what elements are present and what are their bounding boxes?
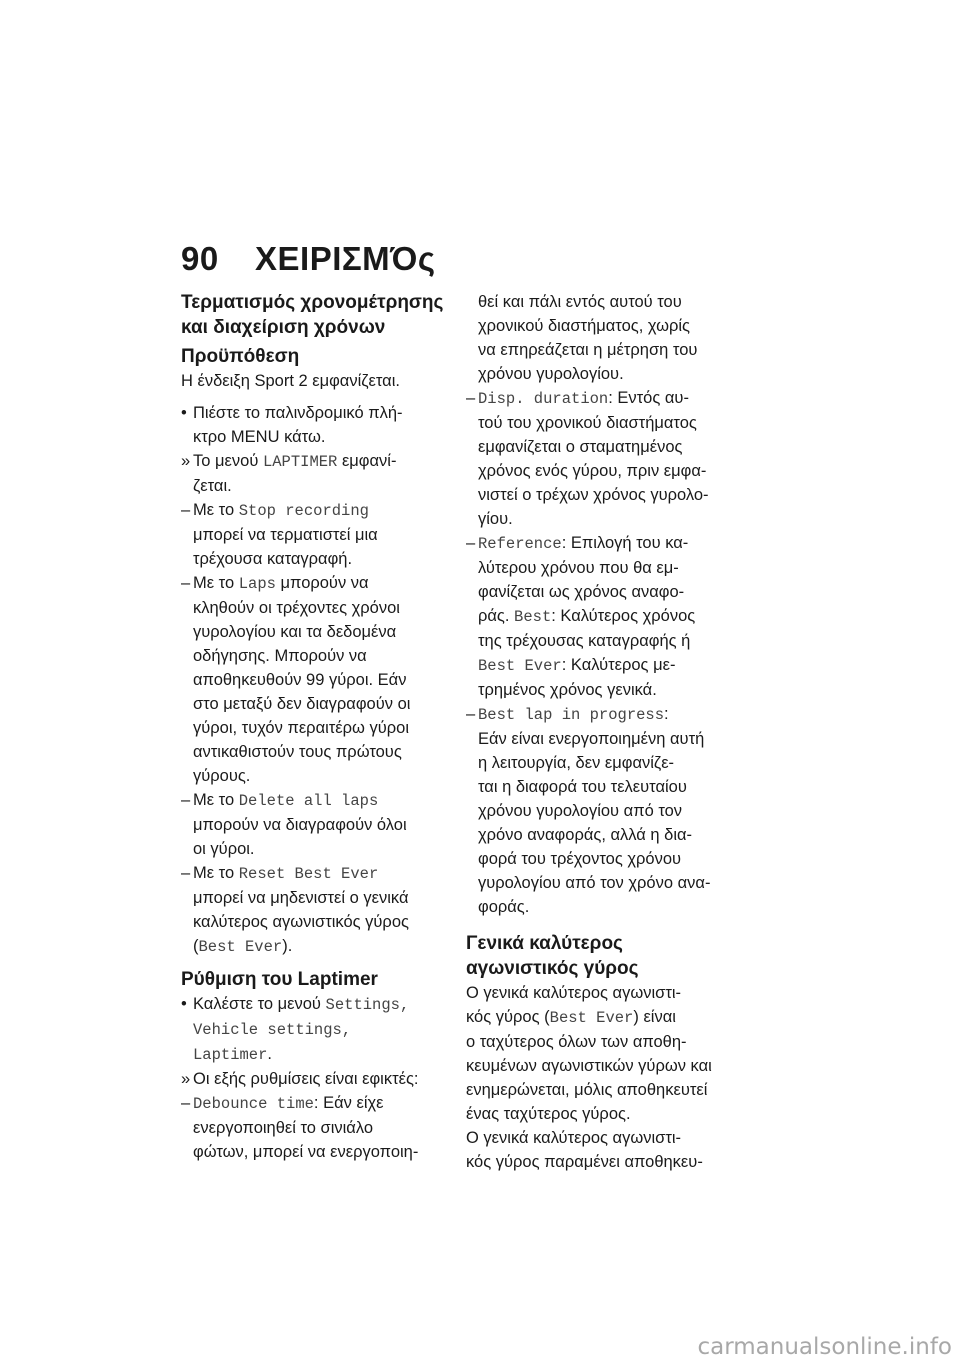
section-title-line: και διαχείριση χρόνων (181, 317, 386, 338)
text-line: μπορεί να μηδενιστεί ο γενικά (193, 889, 409, 907)
text-line: οι γύροι. (193, 840, 255, 858)
text-span: Με το (193, 574, 239, 592)
menu-code: Reset Best Ever (238, 865, 379, 883)
menu-code: LAPTIMER (262, 453, 338, 471)
text-span: Το μενού (193, 452, 263, 470)
page-number: 90 (181, 240, 219, 277)
text-line: γίου. (478, 510, 513, 528)
text-line: οδήγησης. Μπορούν να (193, 647, 367, 665)
text-line: μπορεί να τερματιστεί μια (193, 526, 378, 544)
dash-mark: – (181, 1094, 191, 1112)
menu-code: Reference (478, 535, 562, 553)
text-line: χρόνο αναφοράς, αλλά η δια- (478, 826, 693, 844)
text-line: νιστεί ο τρέχων χρόνος γυρολο- (478, 486, 709, 504)
page-header (181, 240, 436, 278)
section-title-lap-end (181, 290, 453, 340)
menu-code: Best (514, 608, 552, 626)
watermark: carmanualsonline.info (697, 1334, 952, 1360)
text-line: κευμένων αγωνιστικών γύρων και (466, 1057, 712, 1075)
text-span: . (267, 1045, 273, 1063)
text-line: Οι εξής ρυθμίσεις είναι εφικτές: (193, 1070, 419, 1088)
text-span: κός γύρος ( (466, 1008, 550, 1026)
text-span: : Εάν είχε (313, 1094, 384, 1112)
text-line: καλύτερος αγωνιστικός γύρος (193, 913, 409, 931)
text-line: φοράς. (478, 898, 530, 916)
dash-mark: – (466, 389, 476, 407)
text-line: ένας ταχύτερος γύρος. (466, 1105, 631, 1123)
text-line: Πιέστε το παλινδρομικό πλή- (193, 404, 403, 422)
text-line: κληθούν οι τρέχοντες χρόνοι (193, 599, 400, 617)
text-line: τρέχουσα καταγραφή. (193, 550, 353, 568)
option-item-reference (466, 531, 742, 702)
text-line: φώτων, μπορεί να ενεργοποιη- (193, 1143, 419, 1161)
text-span: : Εντός αυ- (608, 389, 689, 407)
text-span: ( (193, 937, 199, 955)
dash-mark: – (181, 791, 191, 809)
text-span: ). (282, 937, 293, 955)
text-line: εμφανίζεται ο σταματημένος (478, 438, 683, 456)
step-bullet (181, 992, 453, 1067)
right-column (466, 290, 742, 1174)
menu-code: Best Ever (478, 657, 562, 675)
left-column (181, 290, 453, 1164)
text-line: λύτερου χρόνου που θα εμ- (478, 559, 679, 577)
text-span: εμφανί- (337, 452, 397, 470)
text-span: : Καλύτερος με- (561, 656, 676, 674)
text-line: ενημερώνεται, μόλις αποθηκευτεί (466, 1081, 708, 1099)
text-span: Με το (193, 864, 239, 882)
text-line: χρόνου γυρολογίου. (478, 365, 624, 383)
best-ever-paragraph (466, 981, 742, 1126)
text-span: : Επιλογή του κα- (561, 534, 689, 552)
text-line: ζεται. (193, 477, 232, 495)
best-ever-paragraph-2 (466, 1126, 742, 1174)
text-line: η λειτουργία, δεν εμφανίζε- (478, 754, 675, 772)
text-line: φανίζεται ως χρόνος αναφο- (478, 583, 685, 601)
text-line: στο μεταξύ δεν διαγραφούν οι (193, 695, 411, 713)
option-item-stop-recording (181, 498, 453, 571)
text-line: αντικαθιστούν τους πρώτους (193, 743, 402, 761)
menu-code: Settings, (325, 996, 410, 1014)
text-line: κτρο MENU κάτω. (193, 428, 326, 446)
text-line: γύρους. (193, 767, 251, 785)
text-line: τού του χρονικού διαστήματος (478, 414, 697, 432)
menu-code: Stop recording (238, 502, 369, 520)
section-title-best-ever (466, 931, 742, 981)
dash-mark: – (466, 705, 476, 723)
option-item-delete-all-laps (181, 788, 453, 861)
text-line: χρόνος ενός γύρου, πριν εμφα- (478, 462, 707, 480)
text-line: γύροι, τυχόν περαιτέρω γύροι (193, 719, 409, 737)
menu-code: Best Ever (198, 938, 283, 956)
text-line: Ο γενικά καλύτερος αγωνιστι- (466, 1129, 681, 1147)
option-item-debounce-time (181, 1091, 453, 1164)
text-line: της τρέχουσας καταγραφής ή (478, 632, 691, 650)
bullet-mark: • (181, 404, 187, 422)
text-span: ράς. (478, 607, 515, 625)
menu-code: Disp. duration (478, 390, 609, 408)
text-span: : Καλύτερος χρόνος (551, 607, 696, 625)
text-line: θεί και πάλι εντός αυτού του (478, 293, 682, 311)
option-item-best-lap-in-progress (466, 702, 742, 919)
dash-mark: – (181, 864, 191, 882)
text-span: Με το (193, 501, 239, 519)
option-item-disp-duration (466, 386, 742, 531)
dash-mark: – (466, 534, 476, 552)
text-line: ενεργοποιηθεί το σινιάλο (193, 1119, 374, 1137)
text-span: μπορούν να (275, 574, 369, 592)
menu-code: Best Ever (549, 1009, 634, 1027)
prerequisite-text: Η ένδειξη Sport 2 εμφανίζεται. (181, 372, 400, 390)
text-span: ) είναι (633, 1008, 676, 1026)
section-title-line: Γενικά καλύτερος (466, 933, 623, 954)
text-line: γυρολογίου και τα δεδομένα (193, 623, 397, 641)
continued-text (466, 290, 742, 386)
text-line: κός γύρος παραμένει αποθηκευ- (466, 1153, 703, 1171)
text-line: χρόνου γυρολογίου από τον (478, 802, 683, 820)
menu-code: Best lap in progress (478, 706, 665, 724)
text-line: τρημένος χρόνος γενικά. (478, 681, 657, 699)
text-line: Εάν είναι ενεργοποιημένη αυτή (478, 730, 705, 748)
menu-code: Debounce time (193, 1095, 314, 1113)
menu-code: Laptimer (193, 1046, 268, 1064)
result-item (181, 449, 453, 498)
text-line: Ο γενικά καλύτερος αγωνιστι- (466, 984, 681, 1002)
option-item-reset-best-ever (181, 861, 453, 959)
text-line: να επηρεάζεται η μέτρηση του (478, 341, 698, 359)
text-line: φορά του τρέχοντος χρόνου (478, 850, 682, 868)
text-line: χρονικού διαστήματος, χωρίς (478, 317, 690, 335)
text-line: γυρολογίου από τον χρόνο ανα- (478, 874, 711, 892)
bullet-mark: • (181, 995, 187, 1013)
prerequisite-heading: Προϋπόθεση (181, 346, 300, 367)
text-line: μπορούν να διαγραφούν όλοι (193, 816, 407, 834)
text-span: Καλέστε το μενού (193, 995, 326, 1013)
result-item (181, 1067, 453, 1091)
chapter-title: ΧΕΙΡΙΣΜΌς (255, 240, 436, 277)
result-mark: » (181, 452, 191, 470)
dash-mark: – (181, 574, 191, 592)
menu-code: Vehicle settings, (193, 1021, 352, 1039)
text-line: αποθηκευθούν 99 γύροι. Εάν (193, 671, 407, 689)
menu-code: Delete all laps (238, 792, 379, 810)
option-item-laps (181, 571, 453, 788)
section-title-line: αγωνιστικός γύρος (466, 958, 639, 979)
text-line: ται η διαφορά του τελευταίου (478, 778, 687, 796)
text-line: ο ταχύτερος όλων των αποθη- (466, 1033, 687, 1051)
text-span: : (664, 705, 669, 723)
step-bullet (181, 401, 453, 449)
text-span: Με το (193, 791, 239, 809)
section-title-line: Τερματισμός χρονομέτρησης (181, 292, 444, 313)
menu-code: Laps (238, 575, 276, 593)
result-mark: » (181, 1070, 191, 1088)
dash-mark: – (181, 501, 191, 519)
section-title-laptimer-settings: Ρύθμιση του Laptimer (181, 969, 378, 990)
